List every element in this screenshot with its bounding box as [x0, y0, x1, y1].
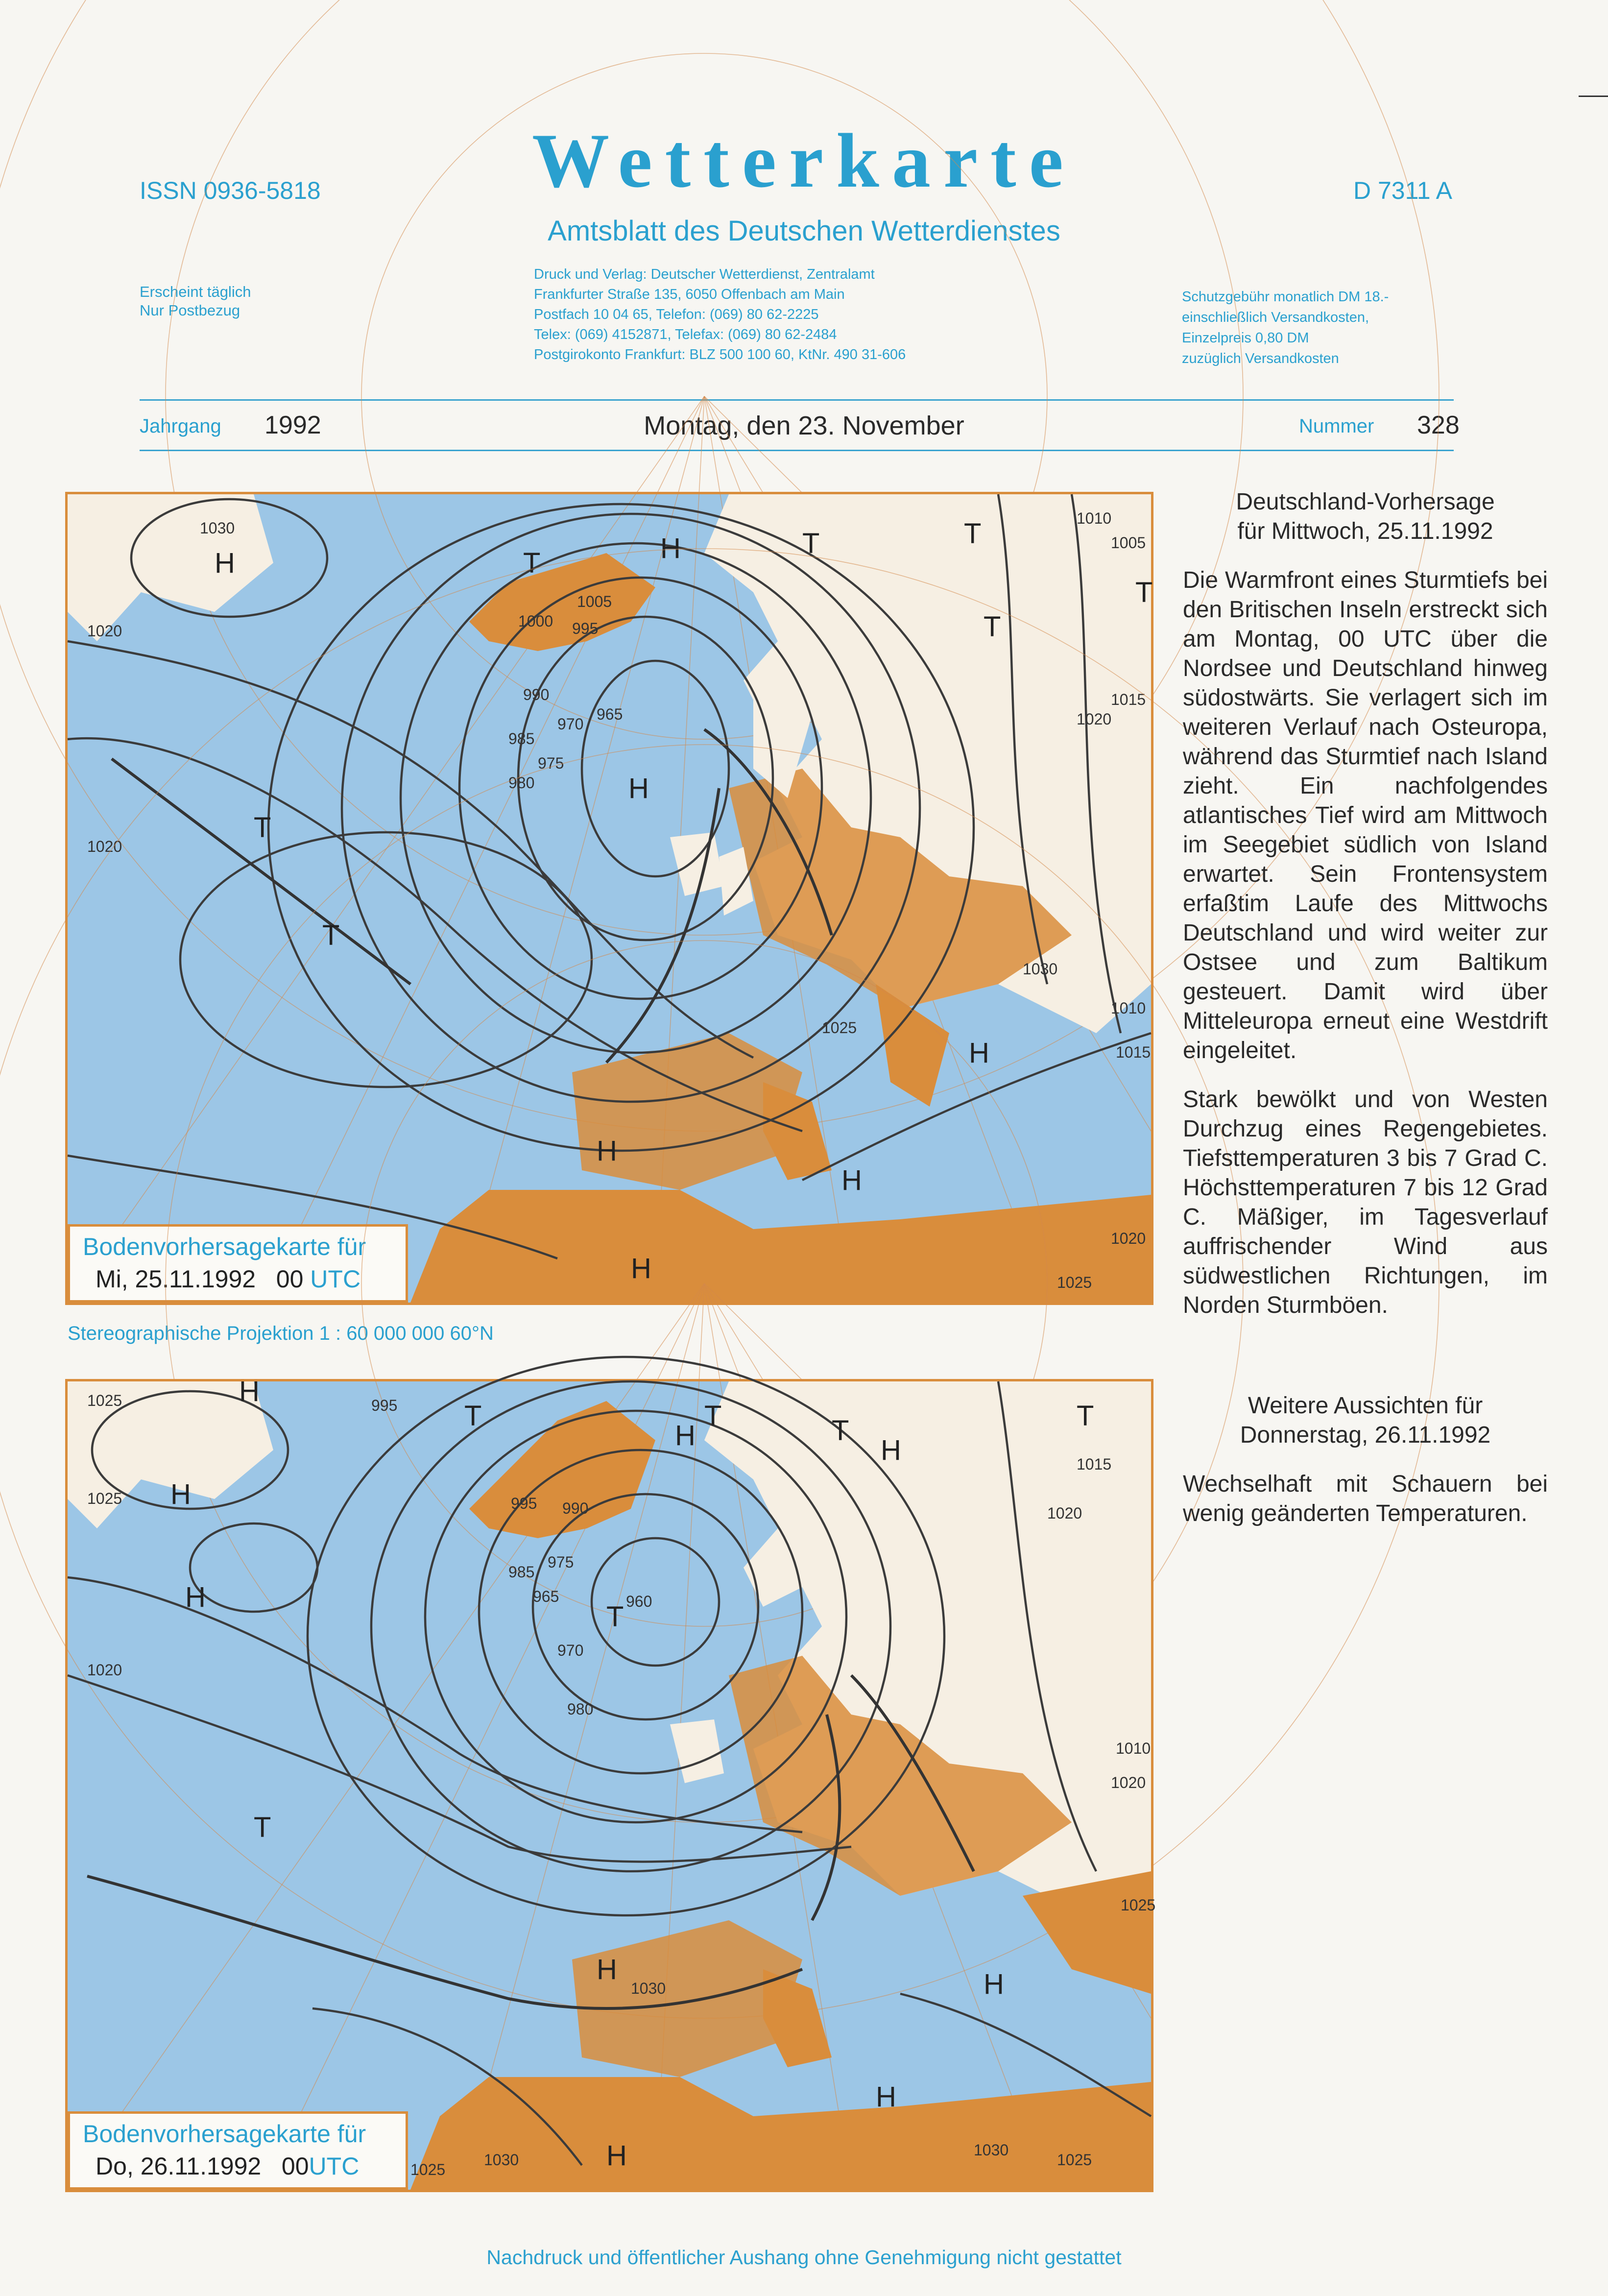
- isobar-value: 1010: [1116, 1740, 1151, 1757]
- outlook-heading-line: Weitere Aussichten für: [1248, 1393, 1483, 1419]
- jahrgang-value: 1992: [264, 411, 321, 439]
- high-label: H: [675, 1420, 696, 1451]
- erscheint-line: Erscheint täglich: [140, 283, 251, 300]
- price-line: Einzelpreis 0,80 DM: [1182, 330, 1309, 346]
- isobar-value: 1025: [1121, 1896, 1156, 1914]
- high-label: H: [170, 1478, 191, 1510]
- isobar-value: 1030: [484, 2151, 519, 2169]
- isobar-value: 995: [371, 1397, 398, 1414]
- nummer-label: Nummer: [1299, 415, 1374, 437]
- legend-utc: UTC: [310, 1265, 361, 1293]
- issue-date: Montag, den 23. November: [644, 411, 964, 440]
- isobar-value: 1030: [1023, 960, 1058, 978]
- isobar-value: 1025: [822, 1019, 857, 1037]
- low-label: T: [523, 547, 541, 579]
- isobar-value: 965: [533, 1588, 559, 1605]
- forecast-paragraph: Die Warmfront eines Sturmtiefs bei den Britischen Inseln erstreckt sich am Montag, 00 UTC über die Nordsee und Deutschland hinweg südostwärts. Sie verlagert sich im weiteren Verlauf nach Osteuropa, während das Sturmtief nach Island zieht. Ein nachfolgendes atlantisches Tief wird am Mittwoch im Seegebiet südlich von Island erwartet. Sein Frontensystem erfaßtim Laufe des Mittwochs Deutschland und wird weiter zur Ostsee und zum Baltikum gesteuert. Damit wird über Mitteleuropa erneut eine Westdrift eingeleitet.: [1183, 567, 1548, 1063]
- legend-date-text: Do, 26.11.1992: [96, 2152, 262, 2180]
- low-label: T: [254, 1812, 271, 1843]
- forecast-heading-line: für Mittwoch, 25.11.1992: [1237, 518, 1493, 544]
- isobar-value: 1005: [1111, 534, 1146, 552]
- page-title: Wetterkarte: [532, 118, 1076, 204]
- price-line: Schutzgebühr monatlich DM 18.-: [1182, 289, 1389, 305]
- isobar-value: 1025: [87, 1490, 122, 1507]
- projection-note: Stereographische Projektion 1 : 60 000 000 60°N: [68, 1323, 494, 1344]
- erscheint-info: [140, 283, 251, 320]
- isobar-value: 1015: [1077, 1455, 1112, 1473]
- low-label: T: [464, 1400, 482, 1432]
- price-info: [1182, 287, 1389, 369]
- publisher-line: Postfach 10 04 65, Telefon: (069) 80 62-2225: [534, 307, 819, 322]
- isobar-value: 975: [538, 754, 564, 772]
- isobar-value: 980: [567, 1700, 594, 1718]
- isobar-value: 965: [597, 705, 623, 723]
- low-label: T: [984, 611, 1001, 643]
- price-line: einschließlich Versandkosten,: [1182, 310, 1369, 325]
- high-label: H: [606, 2140, 627, 2172]
- isobar-value: 995: [572, 620, 599, 637]
- isobar-value: 970: [557, 715, 584, 733]
- low-label: T: [704, 1400, 722, 1432]
- publisher-line: Druck und Verlag: Deutscher Wetterdienst, Zentralamt: [534, 266, 875, 282]
- high-label: H: [881, 1434, 901, 1466]
- isobar-value: 995: [511, 1495, 537, 1512]
- legend-time: 00: [281, 2152, 309, 2180]
- map-legend: [68, 1224, 408, 1303]
- forecast-column: [1183, 487, 1548, 1528]
- isobar-value: 1030: [974, 2141, 1009, 2159]
- low-label: H: [628, 773, 649, 804]
- low-label: T: [606, 1601, 624, 1633]
- high-label: H: [597, 1135, 617, 1167]
- high-label: H: [660, 532, 681, 564]
- isobar-value: 1030: [631, 1980, 666, 1997]
- nummer-value: 328: [1417, 411, 1460, 439]
- low-label: T: [254, 812, 271, 844]
- legend-date-text: Mi, 25.11.1992: [96, 1265, 256, 1293]
- isobar-value: 1020: [87, 622, 122, 640]
- map-legend: [68, 2111, 408, 2190]
- low-label: T: [832, 1415, 849, 1447]
- isobar-value: 1025: [87, 1392, 122, 1409]
- isobar-value: 960: [626, 1593, 652, 1610]
- legend-title: Bodenvorhersagekarte für: [83, 1233, 366, 1260]
- weather-map-thursday: [65, 1376, 1156, 2192]
- outlook-heading: [1183, 1391, 1548, 1450]
- low-label: T: [1077, 1400, 1094, 1432]
- high-label: H: [876, 2081, 896, 2113]
- high-label: H: [185, 1581, 206, 1613]
- isobar-value: 990: [562, 1499, 589, 1517]
- footer-note: Nachdruck und öffentlicher Aushang ohne Genehmigung nicht gestattet: [486, 2246, 1122, 2269]
- publisher-line: Postgirokonto Frankfurt: BLZ 500 100 60, KtNr. 490 31-606: [534, 347, 906, 363]
- legend-title: Bodenvorhersagekarte für: [83, 2120, 366, 2148]
- legend-date: [96, 1265, 360, 1293]
- high-label: H: [631, 1253, 651, 1284]
- outlook-heading-line: Donnerstag, 26.11.1992: [1240, 1422, 1491, 1448]
- isobar-value: 1010: [1111, 999, 1146, 1017]
- map-drawing: [68, 1376, 1156, 2190]
- isobar-value: 1030: [200, 519, 235, 537]
- publisher-line: Frankfurter Straße 135, 6050 Offenbach am Main: [534, 287, 845, 302]
- high-label: H: [239, 1376, 260, 1407]
- legend-date: [96, 2152, 359, 2180]
- isobar-value: 985: [508, 1563, 535, 1581]
- divider: [140, 399, 1454, 401]
- isobar-value: 975: [548, 1553, 574, 1571]
- isobar-value: 980: [508, 774, 535, 792]
- jahrgang-label: Jahrgang: [140, 415, 221, 437]
- isobar-value: 1000: [518, 612, 553, 630]
- page-subtitle: Amtsblatt des Deutschen Wetterdienstes: [548, 215, 1060, 247]
- isobar-value: 1025: [1057, 2151, 1092, 2169]
- low-label: T: [322, 919, 340, 951]
- isobar-value: 1005: [577, 593, 612, 610]
- isobar-value: 1020: [1077, 710, 1112, 728]
- divider: [140, 450, 1454, 451]
- erscheint-line: Nur Postbezug: [140, 302, 240, 319]
- isobar-value: 1015: [1111, 691, 1146, 708]
- high-label: H: [215, 547, 235, 579]
- isobar-value: 1020: [1047, 1504, 1082, 1522]
- forecast-heading-line: Deutschland-Vorhersage: [1236, 489, 1495, 515]
- isobar-value: 985: [508, 730, 535, 748]
- isobar-value: 1020: [87, 1661, 122, 1679]
- page-edge-mark: [1579, 96, 1608, 97]
- publisher-line: Telex: (069) 4152871, Telefax: (069) 80 62-2484: [534, 327, 837, 342]
- isobar-value: 1025: [1057, 1274, 1092, 1291]
- issn: ISSN 0936-5818: [140, 177, 321, 204]
- low-label: T: [1135, 577, 1153, 608]
- publisher-info: [534, 265, 906, 365]
- isobar-value: 990: [523, 686, 550, 703]
- high-label: H: [597, 1954, 617, 1985]
- high-label: H: [841, 1164, 862, 1196]
- isobar-value: 970: [557, 1642, 584, 1659]
- legend-utc: UTC: [309, 2152, 360, 2180]
- isobar-value: 1025: [410, 2161, 446, 2178]
- isobar-value: 1010: [1077, 509, 1112, 527]
- forecast-heading: [1183, 487, 1548, 546]
- weather-map-wednesday: [65, 492, 1153, 1305]
- legend-time: 00: [276, 1265, 304, 1293]
- low-label: T: [802, 528, 820, 559]
- isobar-value: 1020: [87, 838, 122, 855]
- isobar-value: 1020: [1111, 1230, 1146, 1247]
- isobar-value: 1020: [1111, 1774, 1146, 1791]
- map-drawing: [68, 494, 1151, 1303]
- forecast-paragraph: Stark bewölkt und von Westen Durchzug eines Regengebietes. Tiefsttemperaturen 3 bis 7 Grad C. Höchsttemperaturen 7 bis 12 Grad C. Mäßiger, im Tagesverlauf auffrischender Wind aus südwestlichen Richtungen, im Norden Sturmböen.: [1183, 1087, 1548, 1318]
- high-label: H: [969, 1037, 989, 1069]
- outlook-paragraph: Wechselhaft mit Schauern bei wenig geänderten Temperaturen.: [1183, 1471, 1548, 1526]
- price-line: zuzüglich Versandkosten: [1182, 351, 1339, 366]
- isobar-value: 1015: [1116, 1043, 1151, 1061]
- postal-code: D 7311 A: [1353, 177, 1452, 204]
- high-label: H: [984, 1968, 1004, 2000]
- low-label: T: [964, 518, 982, 550]
